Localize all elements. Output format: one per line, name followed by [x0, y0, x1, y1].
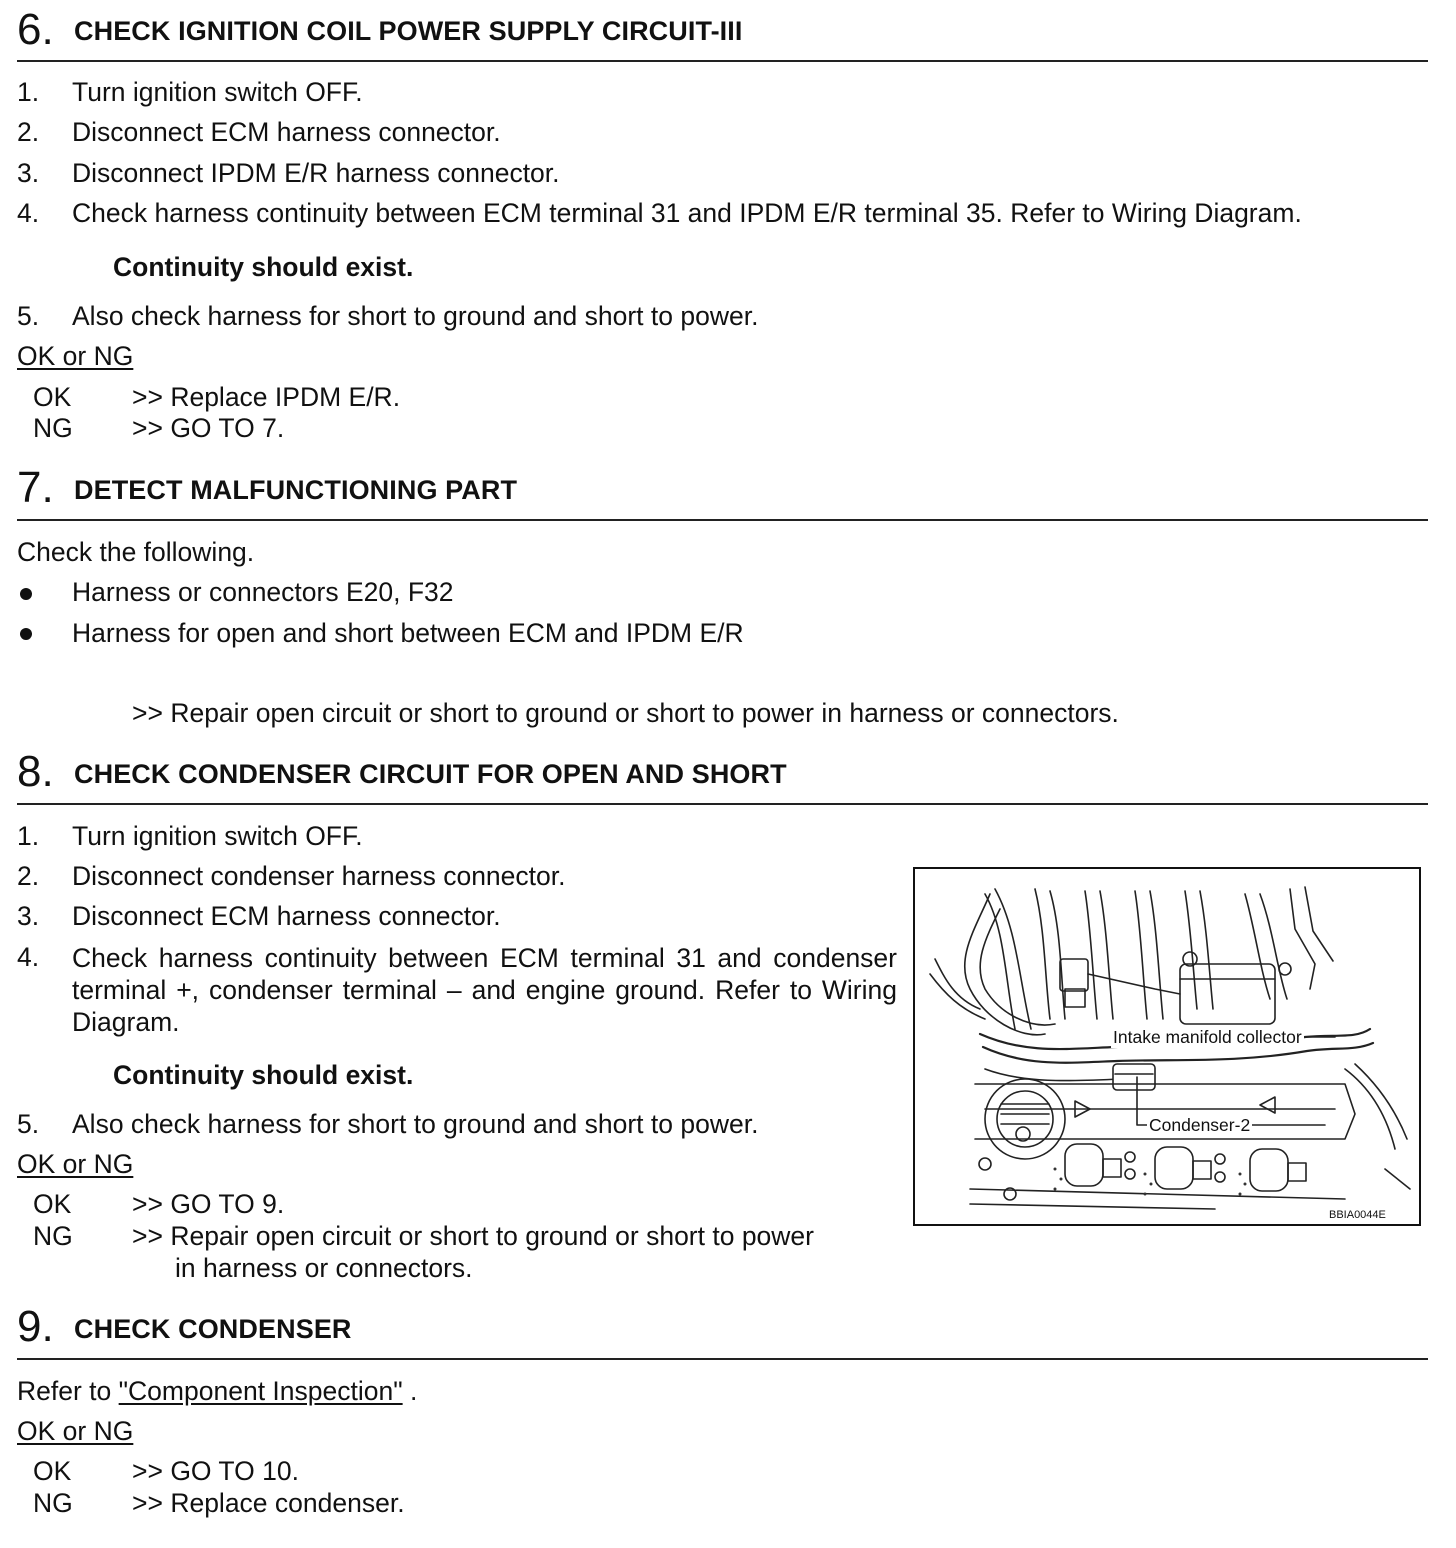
step-text: Disconnect IPDM E/R harness connector. [72, 158, 560, 188]
step-text: Also check harness for short to ground and short to power. [72, 301, 759, 331]
intro-text: Check the following. [17, 537, 255, 567]
bullet-icon [20, 628, 32, 640]
step-number: 4. [17, 198, 40, 228]
section-9-title: CHECK CONDENSER [74, 1314, 352, 1344]
step-number: 2. [17, 117, 40, 147]
refer-prefix: Refer to [17, 1376, 119, 1406]
bullet-icon [20, 588, 32, 600]
result-action: >> Repair open circuit or short to ground or short to power in harness or connectors. [132, 698, 1119, 728]
section-7-title: DETECT MALFUNCTIONING PART [74, 475, 518, 505]
step-number: 5. [17, 301, 40, 331]
section-6-number: 6. [17, 5, 54, 54]
step-number: 4. [17, 942, 40, 972]
step-number: 3. [17, 158, 40, 188]
result-key: OK [33, 382, 72, 412]
step-text: Check harness continuity between ECM terminal 31 and IPDM E/R terminal 35. Refer to Wiring Diagram. [72, 198, 1302, 228]
section-8-rule [17, 803, 1428, 805]
label-condenser-2: Condenser-2 [1149, 1115, 1251, 1135]
result-action-continued: in harness or connectors. [175, 1253, 473, 1283]
bullet-text: Harness for open and short between ECM and IPDM E/R [72, 618, 744, 648]
step-text: Also check harness for short to ground and short to power. [72, 1109, 759, 1139]
step-number: 3. [17, 901, 40, 931]
label-intake-manifold-collector: Intake manifold collector [1113, 1027, 1302, 1047]
bullet-text: Harness or connectors E20, F32 [72, 577, 454, 607]
engine-illustration [913, 867, 1421, 1226]
result-key: OK [33, 1189, 72, 1219]
refer-line [17, 1376, 417, 1407]
section-8-title: CHECK CONDENSER CIRCUIT FOR OPEN AND SHORT [74, 759, 787, 789]
step-number: 5. [17, 1109, 40, 1139]
result-key: OK [33, 1456, 72, 1486]
result-action: >> Replace condenser. [132, 1488, 405, 1518]
continuity-note: Continuity should exist. [113, 1060, 414, 1090]
step-number: 1. [17, 77, 40, 107]
figure-code: BBIA0044E [1329, 1209, 1386, 1221]
ok-or-ng-label: OK or NG [17, 1149, 134, 1179]
result-action: >> GO TO 9. [132, 1189, 285, 1219]
step-text: Disconnect condenser harness connector. [72, 861, 566, 891]
section-9-rule [17, 1358, 1428, 1360]
step-text: Check harness continuity between ECM terminal 31 and condenser terminal +, condenser terminal – and engine ground. Refer to Wiring Diagram. [72, 943, 897, 1037]
section-7-rule [17, 519, 1428, 521]
section-6-rule [17, 60, 1428, 62]
result-key: NG [33, 413, 73, 443]
step-number: 1. [17, 821, 40, 851]
result-action: >> Replace IPDM E/R. [132, 382, 401, 412]
ok-or-ng-label: OK or NG [17, 1416, 134, 1446]
step-text: Disconnect ECM harness connector. [72, 117, 501, 147]
result-action: >> GO TO 7. [132, 413, 285, 443]
ok-or-ng-label: OK or NG [17, 341, 134, 371]
continuity-note: Continuity should exist. [113, 252, 414, 282]
section-7-number: 7. [17, 463, 54, 512]
section-6-title: CHECK IGNITION COIL POWER SUPPLY CIRCUIT-III [74, 16, 743, 46]
result-action: >> Repair open circuit or short to ground or short to power [132, 1221, 814, 1251]
result-key: NG [33, 1221, 73, 1251]
result-action: >> GO TO 10. [132, 1456, 299, 1486]
step-text: Disconnect ECM harness connector. [72, 901, 501, 931]
step-text: Turn ignition switch OFF. [72, 77, 363, 107]
result-key: NG [33, 1488, 73, 1518]
step-text: Turn ignition switch OFF. [72, 821, 363, 851]
component-inspection-link[interactable]: "Component Inspection" [118, 1376, 403, 1406]
section-8-number: 8. [17, 747, 54, 796]
refer-suffix: . [402, 1376, 418, 1406]
step-number: 2. [17, 861, 40, 891]
section-9-number: 9. [17, 1302, 54, 1351]
